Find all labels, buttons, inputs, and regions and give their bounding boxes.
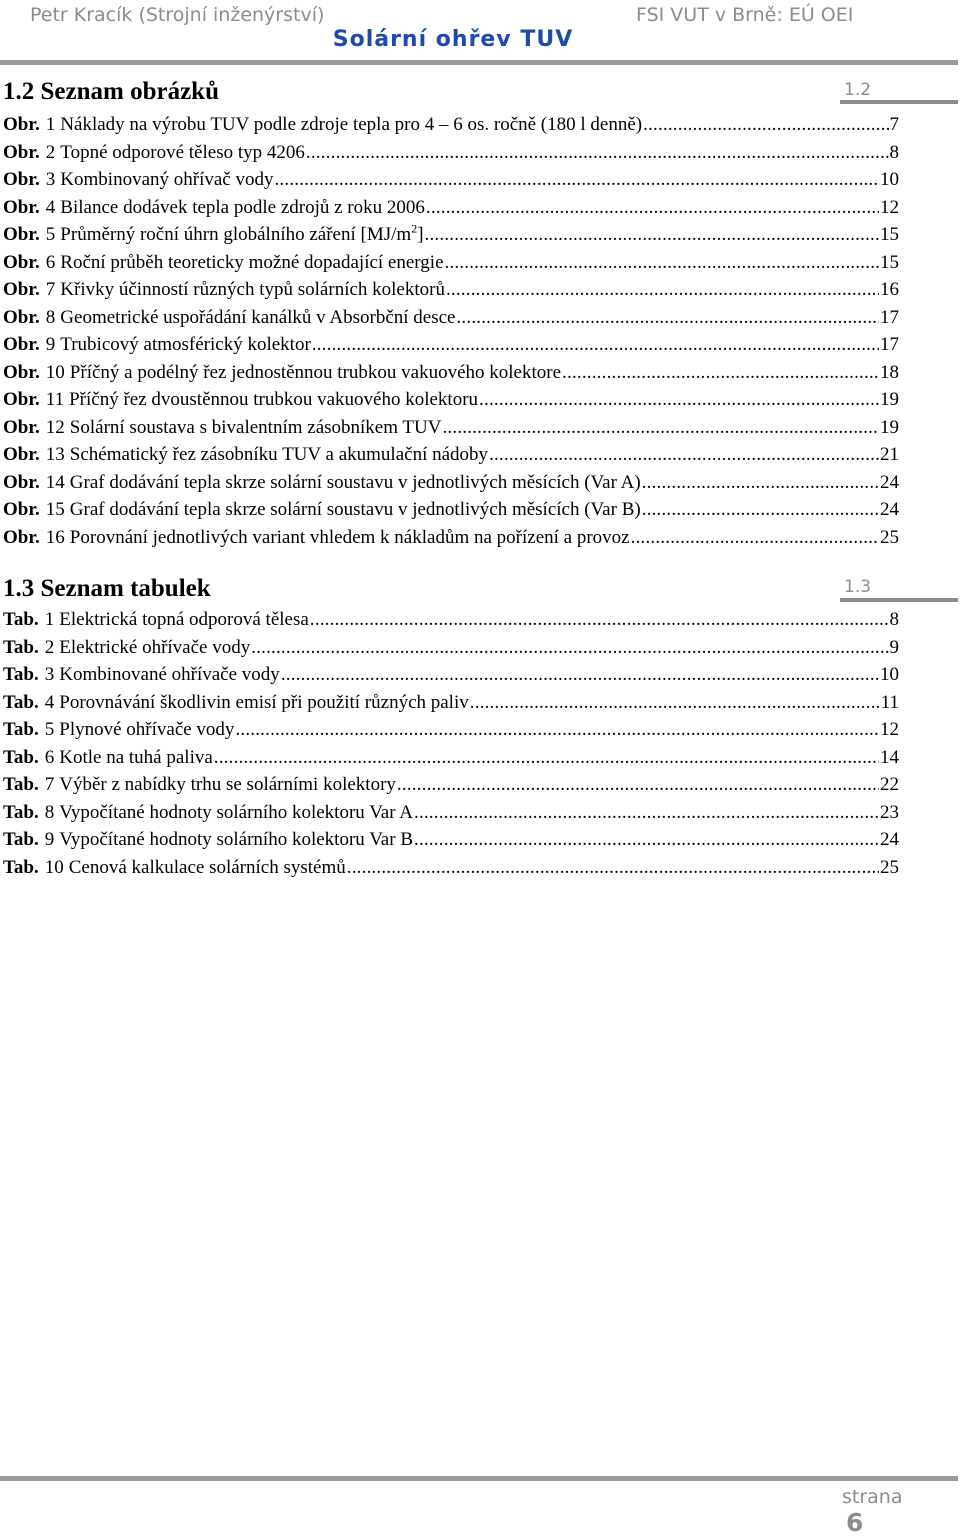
table-entry[interactable]: [3, 854, 899, 882]
entry-title: [60, 331, 310, 359]
entry-number: 3: [45, 169, 56, 190]
entry-page-number: 14: [880, 746, 899, 768]
dot-leader: [479, 386, 879, 414]
entry-label: Tab.: [3, 719, 39, 740]
table-entry[interactable]: [3, 716, 899, 744]
entry-label: Obr.: [3, 141, 40, 163]
entry-page-number: 8: [889, 141, 899, 163]
dot-leader: [312, 331, 879, 359]
entry-title: [60, 139, 305, 167]
entry-title-text: Výběr z nabídky trhu se solárními kolektory: [59, 774, 396, 795]
dot-leader: [306, 139, 889, 167]
entry-label: Obr.: [3, 224, 40, 245]
dot-leader: [456, 304, 879, 332]
figure-entry[interactable]: [3, 386, 899, 414]
entry-label: Obr.: [3, 361, 40, 383]
entry-title: [60, 221, 423, 249]
dot-leader: [442, 414, 879, 442]
dot-leader: [397, 771, 879, 799]
entry-number: 4: [44, 691, 55, 713]
entry-title-text: Bilance dodávek tepla podle zdrojů z roku 2006: [60, 196, 425, 218]
figure-entry[interactable]: [3, 469, 899, 497]
dot-leader: [274, 166, 879, 194]
dot-leader: [251, 634, 888, 662]
entry-number: 15: [45, 499, 65, 520]
entry-label: Tab.: [3, 856, 39, 878]
entry-page-number: 22: [880, 774, 899, 795]
entry-number: 14: [45, 471, 65, 493]
entry-label: Obr.: [3, 444, 40, 465]
entry-title: [59, 826, 413, 854]
dot-leader: [489, 441, 879, 469]
entry-title-end: ]: [417, 224, 424, 245]
entry-number: 5: [44, 719, 55, 740]
dot-leader: [562, 359, 879, 387]
dot-leader: [414, 799, 879, 827]
table-entry[interactable]: [3, 771, 899, 799]
entry-number: 8: [44, 801, 55, 823]
entry-page-number: 9: [889, 636, 899, 658]
figure-entry[interactable]: [3, 304, 899, 332]
figure-entry[interactable]: [3, 139, 899, 167]
entry-page-number: 24: [880, 829, 899, 850]
footer-page-number: 6: [846, 1508, 864, 1537]
entry-page-number: 15: [880, 251, 899, 273]
document-title: Solární ohřev TUV: [332, 27, 574, 52]
header-institution: FSI VUT v Brně: EÚ OEI: [636, 4, 854, 26]
dot-leader: [470, 689, 880, 717]
entry-title-text: Průměrný roční úhrn globálního záření [MJ/m: [60, 224, 412, 245]
entry-number: 12: [45, 416, 65, 438]
entry-page-number: 11: [880, 691, 899, 713]
table-entry[interactable]: [3, 689, 899, 717]
entry-page-number: 25: [880, 856, 899, 878]
figure-entry[interactable]: [3, 111, 899, 139]
tables-section-rule: [840, 598, 958, 602]
table-entry[interactable]: [3, 661, 899, 689]
dot-leader: [414, 826, 879, 854]
entry-number: 2: [45, 141, 56, 163]
entry-title: [59, 716, 234, 744]
entry-page-number: 17: [880, 306, 899, 328]
entry-title-text: Schématický řez zásobníku TUV a akumulační nádoby: [69, 444, 489, 465]
entry-label: Tab.: [3, 774, 39, 795]
figure-entry[interactable]: [3, 331, 899, 359]
entry-title-superscript: 2: [411, 221, 418, 236]
figure-entry[interactable]: [3, 276, 899, 304]
entry-title-text: Trubicový atmosférický kolektor: [60, 334, 311, 355]
entry-title-text: Příčný řez dvoustěnnou trubkou vakuového kolektoru: [69, 389, 479, 410]
entry-title-text: Solární soustava s bivalentním zásobníkem TUV: [69, 416, 442, 438]
entry-title-text: Porovnávání škodlivin emisí při použití různých paliv: [59, 691, 469, 713]
entry-number: 16: [45, 526, 65, 548]
entry-label: Obr.: [3, 279, 40, 300]
figure-entry[interactable]: [3, 221, 899, 249]
tables-heading: 1.3 Seznam tabulek: [3, 575, 211, 602]
entry-title-text: Cenová kalkulace solárních systémů: [68, 856, 346, 878]
dot-leader: [642, 496, 879, 524]
entry-title-text: Topné odporové těleso typ 4206: [60, 141, 305, 163]
entry-page-number: 10: [880, 664, 899, 685]
dot-leader: [281, 661, 879, 689]
entry-label: Tab.: [3, 636, 39, 658]
figure-entry[interactable]: [3, 194, 899, 222]
entry-title: [69, 854, 346, 882]
figures-list: [3, 111, 899, 551]
entry-page-number: 21: [880, 444, 899, 465]
entry-title-text: Kombinovaný ohřívač vody: [60, 169, 274, 190]
table-entry[interactable]: [3, 744, 899, 772]
entry-number: 7: [45, 279, 56, 300]
dot-leader: [214, 744, 879, 772]
entry-label: Obr.: [3, 471, 40, 493]
entry-title-text: Roční průběh teoreticky možné dopadající energie: [60, 251, 444, 273]
entry-page-number: 7: [889, 114, 899, 135]
entry-title-text: Geometrické uspořádání kanálků v Absorbční desce: [60, 306, 456, 328]
entry-title-text: Kotle na tuhá paliva: [59, 746, 213, 768]
entry-title: [70, 441, 488, 469]
entry-title-text: Graf dodávání tepla skrze solární soustavu v jednotlivých měsících (Var B): [69, 499, 641, 520]
entry-number: 4: [45, 196, 56, 218]
entry-title-text: Graf dodávání tepla skrze solární soustavu v jednotlivých měsících (Var A): [69, 471, 641, 493]
tables-section-number: 1.3: [844, 577, 872, 597]
entry-title: [59, 744, 213, 772]
dot-leader: [310, 606, 889, 634]
dot-leader: [631, 524, 879, 552]
entry-number: 9: [44, 829, 55, 850]
entry-label: Tab.: [3, 691, 39, 713]
dot-leader: [445, 249, 880, 277]
entry-page-number: 15: [880, 224, 899, 245]
entry-label: Tab.: [3, 746, 39, 768]
entry-title-text: Příčný a podélný řez jednostěnnou trubkou vakuového kolektore: [69, 361, 562, 383]
entry-number: 2: [44, 636, 55, 658]
dot-leader: [446, 276, 879, 304]
entry-title: [59, 634, 250, 662]
entry-title-text: Křivky účinností různých typů solárních kolektorů: [60, 279, 445, 300]
entry-number: 11: [45, 389, 65, 410]
entry-page-number: 18: [880, 361, 899, 383]
entry-label: Obr.: [3, 169, 40, 190]
header-divider: [0, 60, 958, 65]
entry-number: 1: [44, 609, 55, 630]
figures-section-rule: [840, 100, 958, 104]
table-entry[interactable]: [3, 826, 899, 854]
entry-page-number: 10: [880, 169, 899, 190]
entry-title: [60, 166, 273, 194]
entry-title: [60, 111, 642, 139]
entry-title-text: Kombinované ohřívače vody: [59, 664, 280, 685]
entry-page-number: 24: [880, 471, 899, 493]
entry-number: 13: [45, 444, 65, 465]
entry-number: 3: [44, 664, 55, 685]
dot-leader: [235, 716, 879, 744]
entry-title: [60, 249, 443, 277]
entry-title: [70, 469, 641, 497]
figure-entry[interactable]: [3, 414, 899, 442]
entry-number: 5: [45, 224, 56, 245]
dot-leader: [347, 854, 879, 882]
entry-title: [59, 606, 309, 634]
entry-title: [59, 689, 469, 717]
entry-title-text: Vypočítané hodnoty solárního kolektoru Var B: [59, 829, 413, 850]
table-entry[interactable]: [3, 634, 899, 662]
entry-title-text: Náklady na výrobu TUV podle zdroje tepla pro 4 – 6 os. ročně (180 l denně): [60, 114, 643, 135]
entry-page-number: 12: [880, 719, 899, 740]
entry-page-number: 16: [880, 279, 899, 300]
figure-entry[interactable]: [3, 166, 899, 194]
figure-entry[interactable]: [3, 524, 899, 552]
entry-title: [70, 359, 561, 387]
tables-list: [3, 606, 899, 881]
header-author: Petr Kracík (Strojní inženýrství): [30, 4, 325, 26]
entry-number: 6: [45, 251, 56, 273]
footer-page-label: strana: [842, 1486, 903, 1508]
figures-section-number: 1.2: [844, 80, 872, 100]
figure-entry[interactable]: [3, 249, 899, 277]
entry-label: Tab.: [3, 829, 39, 850]
entry-label: Obr.: [3, 114, 40, 135]
entry-label: Obr.: [3, 526, 40, 548]
entry-title-text: Elektrická topná odporová tělesa: [59, 609, 309, 630]
entry-label: Obr.: [3, 251, 40, 273]
table-entry[interactable]: [3, 606, 899, 634]
figures-heading: 1.2 Seznam obrázků: [3, 78, 219, 105]
entry-number: 1: [45, 114, 56, 135]
entry-number: 10: [45, 361, 65, 383]
entry-title: [59, 799, 413, 827]
entry-number: 8: [45, 306, 56, 328]
entry-page-number: 12: [880, 196, 899, 218]
entry-number: 10: [44, 856, 64, 878]
entry-title-text: Porovnání jednotlivých variant vhledem k nákladům na pořízení a provoz: [69, 526, 630, 548]
entry-title: [70, 496, 641, 524]
dot-leader: [425, 221, 879, 249]
entry-label: Obr.: [3, 196, 40, 218]
entry-label: Obr.: [3, 499, 40, 520]
entry-number: 6: [44, 746, 55, 768]
entry-label: Obr.: [3, 306, 40, 328]
entry-title-text: Elektrické ohřívače vody: [59, 636, 251, 658]
entry-title-text: Vypočítané hodnoty solárního kolektoru Var A: [59, 801, 413, 823]
entry-page-number: 19: [880, 389, 899, 410]
dot-leader: [643, 111, 888, 139]
entry-title: [60, 304, 455, 332]
entry-label: Tab.: [3, 609, 39, 630]
entry-page-number: 19: [880, 416, 899, 438]
footer-divider: [0, 1476, 958, 1481]
figure-entry[interactable]: [3, 496, 899, 524]
entry-label: Obr.: [3, 334, 40, 355]
table-entry[interactable]: [3, 799, 899, 827]
entry-title: [60, 194, 425, 222]
entry-title: [70, 414, 442, 442]
dot-leader: [642, 469, 879, 497]
entry-page-number: 8: [889, 609, 899, 630]
entry-number: 7: [44, 774, 55, 795]
entry-label: Tab.: [3, 664, 39, 685]
figure-entry[interactable]: [3, 359, 899, 387]
entry-title: [69, 386, 478, 414]
entry-page-number: 25: [880, 526, 899, 548]
entry-label: Obr.: [3, 389, 40, 410]
figure-entry[interactable]: [3, 441, 899, 469]
entry-label: Tab.: [3, 801, 39, 823]
entry-title: [59, 661, 280, 689]
entry-title: [59, 771, 396, 799]
entry-page-number: 24: [880, 499, 899, 520]
entry-page-number: 17: [880, 334, 899, 355]
entry-page-number: 23: [880, 801, 899, 823]
entry-label: Obr.: [3, 416, 40, 438]
entry-number: 9: [45, 334, 56, 355]
entry-title: [60, 276, 445, 304]
entry-title-text: Plynové ohřívače vody: [59, 719, 235, 740]
entry-title: [70, 524, 630, 552]
dot-leader: [426, 194, 879, 222]
